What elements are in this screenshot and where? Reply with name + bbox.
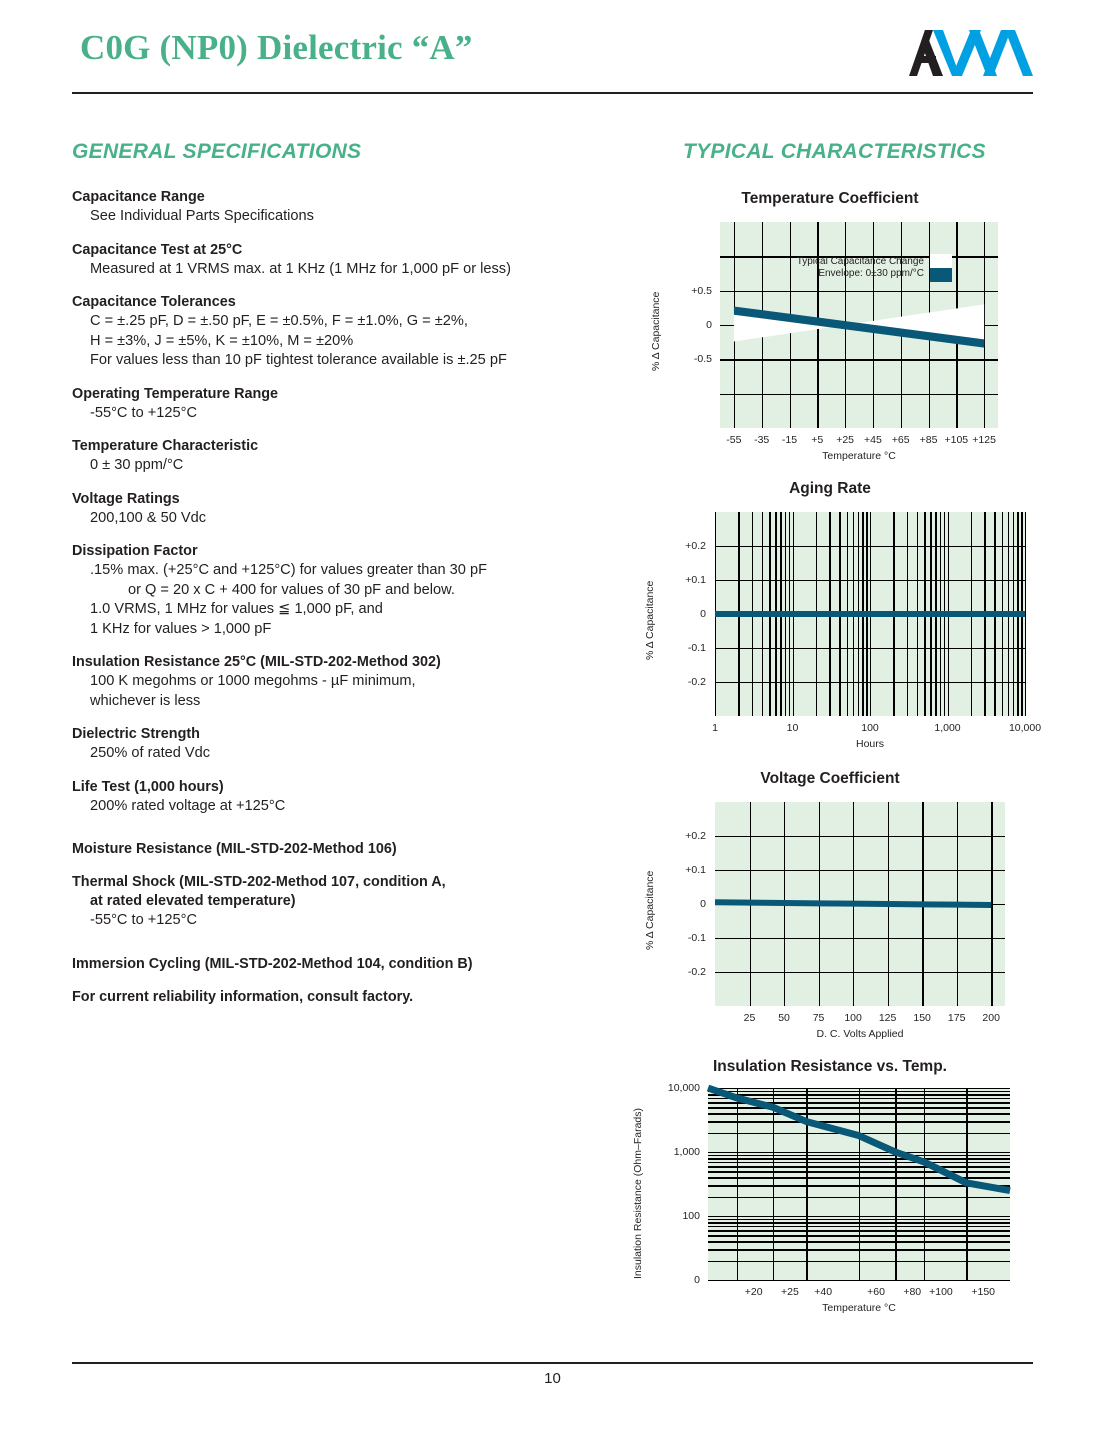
y-tick-label: +0.2 bbox=[685, 540, 706, 552]
spec-block bbox=[72, 778, 602, 817]
x-axis-label: Temperature °C bbox=[822, 450, 896, 462]
x-tick-label: 100 bbox=[861, 722, 879, 734]
spec-line: 200% rated voltage at +125°C bbox=[90, 797, 286, 814]
spec-line: 1.0 VRMS, 1 MHz for values ≦ 1,000 pF, and bbox=[90, 601, 383, 617]
spec-block bbox=[72, 653, 602, 711]
spec-line: .15% max. (+25°C and +125°C) for values greater than 30 pF bbox=[90, 562, 488, 578]
spec-title: Moisture Resistance (MIL-STD-202-Method 106) bbox=[72, 841, 397, 857]
spec-title: For current reliability information, consult factory. bbox=[72, 988, 414, 1005]
y-tick-label: -0.5 bbox=[693, 353, 712, 366]
y-tick-label: -0.2 bbox=[687, 966, 706, 978]
spec-block bbox=[72, 955, 602, 974]
insulation-resistance-line bbox=[708, 1088, 1010, 1191]
spec-line: 100 K megohms or 1000 megohms - µF minimum, bbox=[90, 673, 416, 689]
y-tick-label: -0.2 bbox=[687, 676, 706, 688]
spec-line: 250% of rated Vdc bbox=[90, 745, 211, 761]
typical-characteristics-charts bbox=[620, 190, 1040, 1338]
spec-title: Temperature Characteristic bbox=[72, 438, 259, 454]
chart-series-layer bbox=[708, 1088, 1010, 1280]
page-number: 10 bbox=[544, 1370, 561, 1387]
x-tick-label: 50 bbox=[778, 1012, 790, 1024]
plot-wrap bbox=[620, 506, 1040, 756]
page-header bbox=[72, 28, 1033, 94]
x-tick-label: 10,000 bbox=[1008, 722, 1042, 734]
legend-swatch-white bbox=[930, 254, 952, 268]
x-tick-label: 1 bbox=[712, 722, 718, 734]
spec-title: Capacitance Test at 25°C bbox=[72, 241, 243, 258]
x-tick-label: +5 bbox=[811, 434, 824, 446]
x-axis-label: Temperature °C bbox=[822, 1302, 896, 1314]
spec-line: 0 ± 30 ppm/°C bbox=[90, 457, 184, 473]
avx-logo-svg bbox=[909, 30, 1033, 78]
spec-title: Capacitance Range bbox=[72, 189, 205, 205]
x-tick-label: +25 bbox=[836, 434, 854, 446]
page-title: C0G (NP0) Dielectric “A” bbox=[80, 28, 473, 67]
voltage-coefficient-line bbox=[715, 902, 991, 905]
chart-title: Aging Rate bbox=[789, 480, 871, 497]
y-tick-label: +0.1 bbox=[685, 574, 706, 586]
spec-title: Dielectric Strength bbox=[72, 726, 200, 742]
x-tick-label: +20 bbox=[744, 1286, 763, 1298]
legend-line-2: Envelope: 0±30 ppm/°C bbox=[818, 268, 924, 279]
spec-block bbox=[72, 385, 602, 424]
spec-line: whichever is less bbox=[90, 692, 201, 709]
y-tick-label: 0 bbox=[694, 1274, 700, 1286]
footer-divider bbox=[72, 1362, 1033, 1364]
general-specifications-list bbox=[72, 188, 602, 1021]
general-specifications-heading: GENERAL SPECIFICATIONS bbox=[72, 140, 362, 163]
spec-block bbox=[72, 241, 602, 280]
chart-insulation-resistance bbox=[620, 1058, 1040, 1338]
x-tick-label: 1,000 bbox=[934, 722, 961, 734]
x-tick-label: +85 bbox=[919, 434, 938, 446]
x-tick-label: 100 bbox=[844, 1012, 862, 1024]
x-axis-label: D. C. Volts Applied bbox=[816, 1028, 904, 1040]
y-tick-label: +0.2 bbox=[685, 830, 706, 842]
spec-title: Life Test (1,000 hours) bbox=[72, 778, 224, 795]
x-tick-label: -15 bbox=[781, 434, 798, 446]
x-tick-label: 25 bbox=[743, 1012, 756, 1024]
x-tick-label: +125 bbox=[972, 434, 996, 446]
chart-title: Temperature Coefficient bbox=[741, 190, 919, 207]
y-axis-label: % Δ Capacitance bbox=[644, 580, 656, 660]
spec-line: H = ±3%, J = ±5%, K = ±10%, M = ±20% bbox=[90, 332, 354, 349]
x-tick-label: 75 bbox=[812, 1012, 825, 1024]
spec-block bbox=[72, 490, 602, 529]
spec-block bbox=[72, 725, 602, 764]
chart-series-layer bbox=[715, 512, 1025, 716]
spec-block bbox=[72, 840, 602, 859]
chart-aging-rate bbox=[620, 480, 1040, 770]
spec-line: For values less than 10 pF tightest tolerance available is ±.25 pF bbox=[90, 352, 507, 368]
x-tick-label: -55 bbox=[726, 434, 742, 446]
spec-line: C = ±.25 pF, D = ±.50 pF, E = ±0.5%, F = ±1.0%, G = ±2%, bbox=[90, 313, 468, 329]
chart-series-layer bbox=[720, 222, 998, 428]
spec-block bbox=[72, 542, 602, 639]
spec-line: 1 KHz for values > 1,000 pF bbox=[90, 620, 272, 637]
x-tick-label: 200 bbox=[982, 1012, 1000, 1024]
chart-voltage-coefficient bbox=[620, 770, 1040, 1058]
spec-title: Immersion Cycling (MIL-STD-202-Method 104, condition B) bbox=[72, 955, 473, 972]
x-tick-label: 175 bbox=[947, 1012, 966, 1024]
gridline-vertical bbox=[1025, 512, 1026, 716]
y-axis-label: Insulation Resistance (Ohm–Farads) bbox=[632, 1108, 644, 1279]
spec-block bbox=[72, 188, 602, 227]
x-tick-label: +105 bbox=[944, 434, 969, 446]
x-axis-label: Hours bbox=[855, 738, 885, 750]
x-tick-label: +65 bbox=[891, 434, 910, 446]
plot-wrap bbox=[620, 216, 1040, 466]
x-tick-label: 125 bbox=[878, 1012, 897, 1024]
x-tick-label: 150 bbox=[913, 1012, 931, 1024]
x-tick-label: +40 bbox=[814, 1286, 833, 1298]
x-tick-label: +100 bbox=[929, 1286, 953, 1298]
chart-series-layer bbox=[715, 802, 1005, 1006]
spec-line: -55°C to +125°C bbox=[90, 404, 197, 421]
y-tick-label: -0.1 bbox=[687, 642, 706, 654]
y-tick-label: -0.1 bbox=[687, 932, 706, 944]
spec-line: -55°C to +125°C bbox=[90, 912, 197, 928]
spec-block bbox=[72, 988, 602, 1007]
legend-swatch-blue bbox=[930, 268, 952, 282]
spec-title: Capacitance Tolerances bbox=[72, 294, 236, 310]
spec-title: Dissipation Factor bbox=[72, 543, 198, 559]
spec-block bbox=[72, 437, 602, 476]
chart-title: Insulation Resistance vs. Temp. bbox=[712, 1058, 947, 1075]
x-tick-label: -35 bbox=[754, 434, 770, 446]
x-tick-label: +45 bbox=[863, 434, 882, 446]
y-tick-label: 0 bbox=[706, 319, 712, 331]
spec-title: Thermal Shock (MIL-STD-202-Method 107, condition A, bbox=[72, 874, 446, 890]
plot-wrap bbox=[620, 796, 1040, 1044]
spec-block bbox=[72, 293, 602, 371]
chart-title: Voltage Coefficient bbox=[760, 770, 900, 787]
spec-line: 200,100 & 50 Vdc bbox=[90, 509, 207, 526]
typical-characteristics-heading: TYPICAL CHARACTERISTICS bbox=[683, 140, 986, 163]
y-axis-label: % Δ Capacitance bbox=[644, 870, 656, 950]
spec-line: See Individual Parts Specifications bbox=[90, 208, 314, 224]
x-tick-label: +80 bbox=[903, 1286, 922, 1298]
plot-wrap bbox=[620, 1084, 1040, 1324]
spec-title-continuation: at rated elevated temperature) bbox=[90, 893, 296, 909]
chart-temperature-coefficient bbox=[620, 190, 1040, 480]
spec-title: Voltage Ratings bbox=[72, 490, 180, 507]
spec-block bbox=[72, 873, 602, 931]
legend-line-1: Typical Capacitance Change bbox=[796, 256, 924, 267]
avx-logo bbox=[909, 30, 1033, 78]
x-tick-label: +60 bbox=[867, 1286, 885, 1298]
x-tick-label: +25 bbox=[781, 1286, 799, 1298]
header-divider bbox=[72, 92, 1033, 94]
x-tick-label: 10 bbox=[786, 722, 799, 734]
y-tick-label: 100 bbox=[682, 1210, 700, 1222]
gridline-horizontal bbox=[708, 1280, 1010, 1281]
y-tick-label: 10,000 bbox=[667, 1082, 700, 1094]
spec-line: or Q = 20 x C + 400 for values of 30 pF and below. bbox=[128, 581, 455, 598]
x-tick-label: +150 bbox=[971, 1286, 996, 1298]
y-axis-label: % Δ Capacitance bbox=[650, 291, 662, 371]
y-tick-label: 1,000 bbox=[673, 1146, 700, 1158]
y-tick-label: +0.1 bbox=[685, 864, 706, 876]
spec-title: Operating Temperature Range bbox=[72, 385, 279, 402]
spec-line: Measured at 1 VRMS max. at 1 KHz (1 MHz for 1,000 pF or less) bbox=[90, 260, 511, 277]
spec-title: Insulation Resistance 25°C (MIL-STD-202-Method 302) bbox=[72, 654, 441, 670]
y-tick-label: 0 bbox=[700, 898, 706, 910]
y-tick-label: +0.5 bbox=[691, 284, 712, 297]
y-tick-label: 0 bbox=[700, 608, 706, 620]
